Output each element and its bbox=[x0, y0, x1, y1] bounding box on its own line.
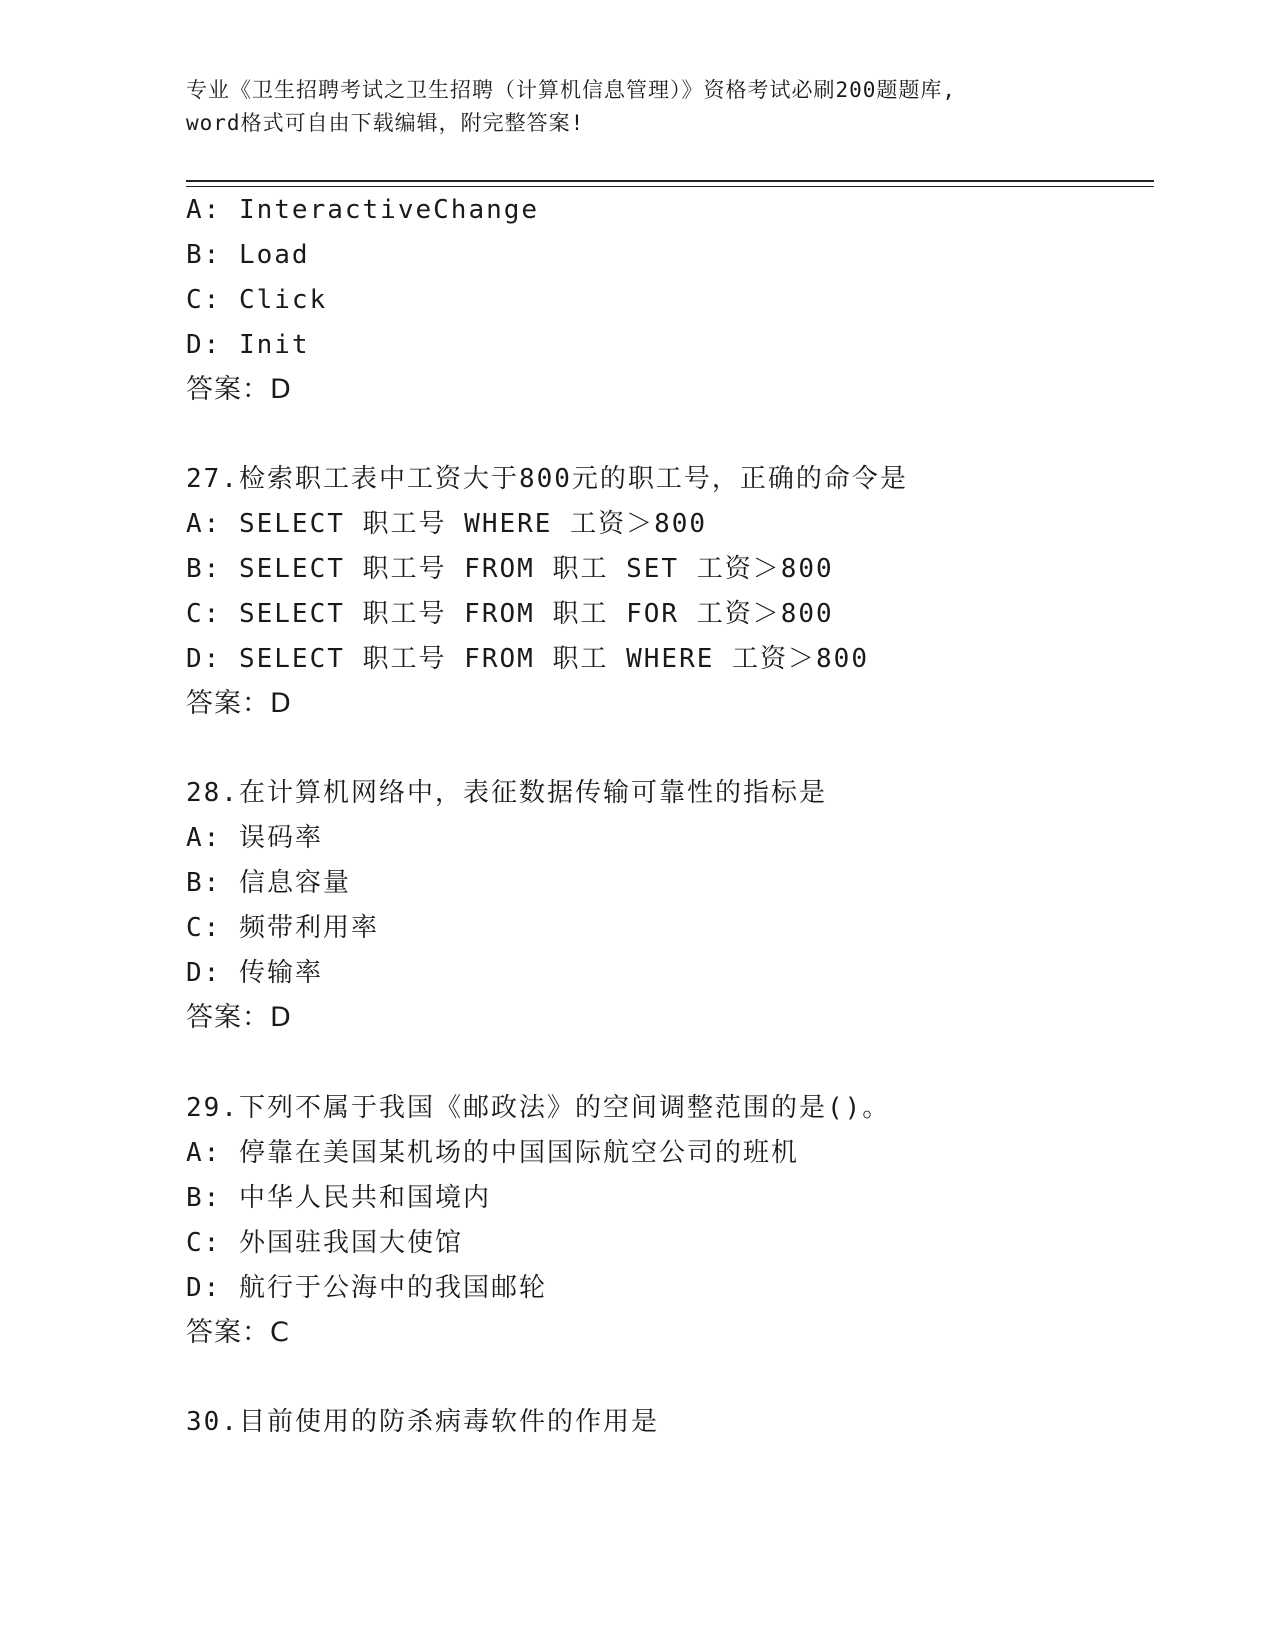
q27-option-b: B: SELECT 职工号 FROM 职工 SET 工资＞800 bbox=[186, 554, 834, 584]
q29-answer: 答案：C bbox=[186, 1317, 290, 1348]
q28-answer: 答案：D bbox=[186, 1002, 292, 1033]
header-title-line-2: word格式可自由下载编辑，附完整答案! bbox=[186, 111, 585, 135]
q29-option-a: A: 停靠在美国某机场的中国国际航空公司的班机 bbox=[186, 1138, 799, 1168]
q29-option-c: C: 外国驻我国大使馆 bbox=[186, 1228, 463, 1258]
q30-question: 30.目前使用的防杀病毒软件的作用是 bbox=[186, 1407, 659, 1437]
q26-option-b: B: Load bbox=[186, 240, 310, 270]
q29-option-b: B: 中华人民共和国境内 bbox=[186, 1183, 491, 1213]
q27-option-c: C: SELECT 职工号 FROM 职工 FOR 工资＞800 bbox=[186, 599, 834, 629]
q28-option-d: D: 传输率 bbox=[186, 958, 323, 988]
q27-option-d: D: SELECT 职工号 FROM 职工 WHERE 工资＞800 bbox=[186, 644, 869, 674]
q26-option-d: D: Init bbox=[186, 330, 310, 360]
q29-option-d: D: 航行于公海中的我国邮轮 bbox=[186, 1273, 547, 1303]
document-header bbox=[186, 74, 1086, 140]
q27-option-a: A: SELECT 职工号 WHERE 工资＞800 bbox=[186, 509, 708, 539]
q29-question: 29.下列不属于我国《邮政法》的空间调整范围的是()。 bbox=[186, 1093, 891, 1123]
q28-option-c: C: 频带利用率 bbox=[186, 913, 379, 943]
q27-answer: 答案：D bbox=[186, 688, 292, 719]
q26-option-a: A: InteractiveChange bbox=[186, 195, 540, 225]
header-divider-bottom bbox=[186, 186, 1154, 187]
q28-option-a: A: 误码率 bbox=[186, 823, 323, 853]
q26-answer: 答案：D bbox=[186, 374, 292, 405]
q28-question: 28.在计算机网络中，表征数据传输可靠性的指标是 bbox=[186, 778, 827, 808]
q26-option-c: C: Click bbox=[186, 285, 328, 315]
q28-option-b: B: 信息容量 bbox=[186, 868, 351, 898]
header-divider-top bbox=[186, 180, 1154, 182]
q27-question: 27.检索职工表中工资大于800元的职工号，正确的命令是 bbox=[186, 464, 908, 494]
header-title-line-1: 专业《卫生招聘考试之卫生招聘（计算机信息管理）》资格考试必刷200题题库, bbox=[186, 78, 957, 102]
